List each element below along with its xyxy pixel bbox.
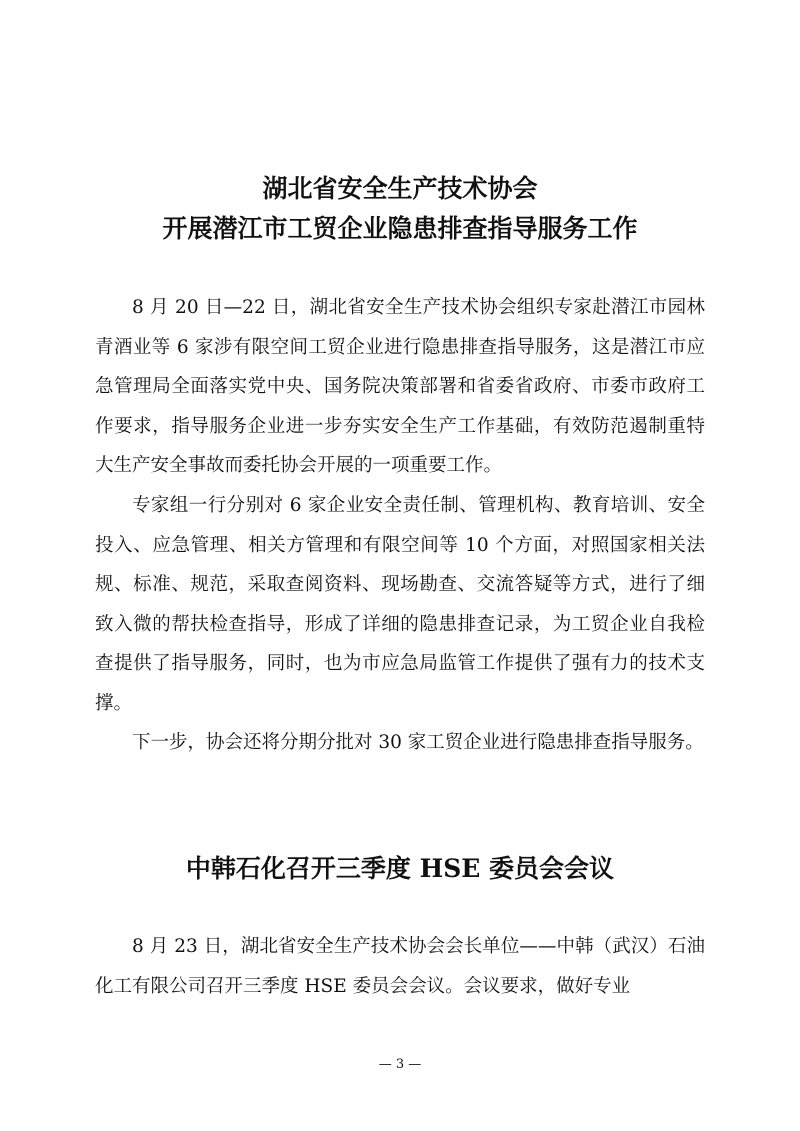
second-article-paragraph-1: 8 月 23 日，湖北省安全生产技术协会会长单位——中韩（武汉）石油化工有限公司召开三季度 HSE 委员会会议。会议要求，做好专业 [95,936,705,997]
article-title-line-2: 开展潜江市工贸企业隐患排查指导服务工作 [162,214,638,243]
article-paragraph-1: 8 月 20 日—22 日，湖北省安全生产技术协会组织专家赴潜江市园林青酒业等 6 家涉有限空间工贸企业进行隐患排查指导服务，这是潜江市应急管理局全面落实党中央、国务院决策部署和省委省政府、市委市政府工作要求，指导服务企业进一步夯实安全生产工作基础，有效防范遏制重特大生产安全事故而委托协会开展的一项重要工作。 [95,297,705,476]
page-number: — 3 — [378,1057,422,1072]
second-article-title: 中韩石化召开三季度 HSE 委员会会议 [185,854,615,883]
article-paragraph-2: 专家组一行分别对 6 家企业安全责任制、管理机构、教育培训、安全投入、应急管理、相关方管理和有限空间等 10 个方面，对照国家相关法规、标准、规范，采取查阅资料、现场勘查、交流答疑等方式，进行了细致入微的帮扶检查指导，形成了详细的隐患排查记录，为工贸企业自我检查提供了指导服务，同时，也为市应急局监管工作提供了强有力的技术支撑。 [95,495,705,714]
article-paragraph-3: 下一步，协会还将分期分批对 30 家工贸企业进行隐患排查指导服务。 [132,732,704,753]
article-title-line-1: 湖北省安全生产技术协会 [262,174,538,203]
